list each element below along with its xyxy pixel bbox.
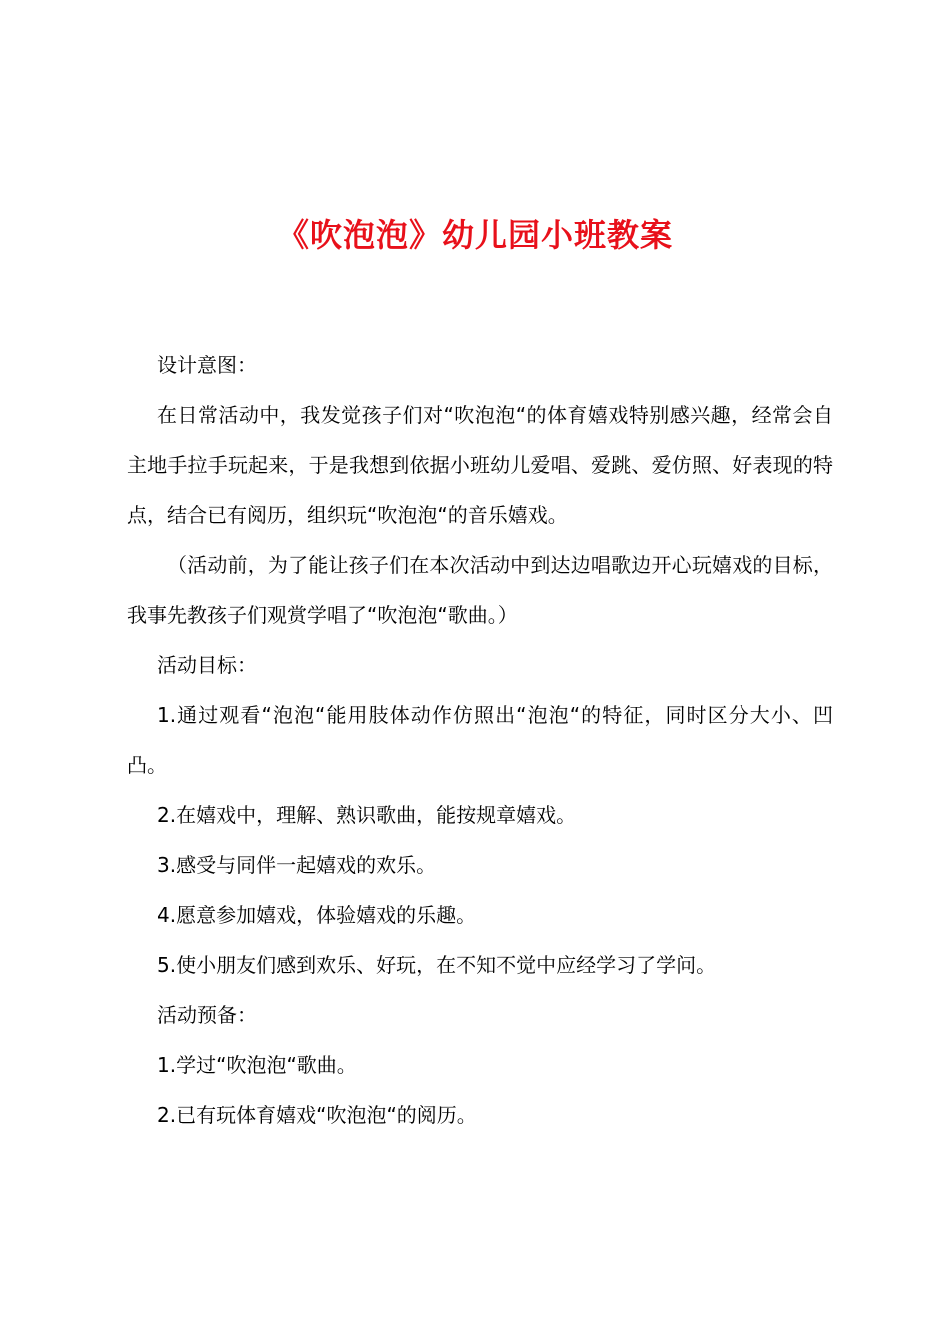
- preparation-item-2: 2.已有玩体育嬉戏“吹泡泡“的阅历。: [157, 1103, 477, 1127]
- preparation-item-1: 1.学过“吹泡泡“歌曲。: [157, 1053, 357, 1077]
- goal-item-5: 5.使小朋友们感到欢乐、好玩，在不知不觉中应经学习了学问。: [157, 953, 717, 977]
- document-title: 《吹泡泡》幼儿园小班教案: [276, 216, 673, 254]
- section-heading-design-intent: 设计意图：: [157, 353, 257, 377]
- section-heading-activity-goals: 活动目标：: [157, 653, 257, 677]
- goal-item-4: 4.愿意参加嬉戏，体验嬉戏的乐趣。: [157, 903, 477, 927]
- goal-item-3: 3.感受与同伴一起嬉戏的欢乐。: [157, 853, 437, 877]
- section-heading-activity-preparation: 活动预备：: [157, 1003, 257, 1027]
- goal-item-2: 2.在嬉戏中，理解、熟识歌曲，能按规章嬉戏。: [157, 803, 577, 827]
- paragraph-design-intent: 在日常活动中，我发觉孩子们对“吹泡泡“的体育嬉戏特别感兴趣，经常会自主地手拉手玩起来，于是我想到依据小班幼儿爱唱、爱跳、爱仿照、好表现的特点，结合已有阅历，组织玩“吹泡泡“的音乐嬉戏。: [127, 403, 833, 527]
- document-body: [127, 340, 833, 1140]
- goal-item-1: 1.通过观看“泡泡“能用肢体动作仿照出“泡泡“的特征，同时区分大小、凹凸。: [127, 703, 833, 777]
- paragraph-pre-activity-note: （活动前，为了能让孩子们在本次活动中到达边唱歌边开心玩嬉戏的目标，我事先教孩子们观赏学唱了“吹泡泡“歌曲。）: [127, 553, 833, 627]
